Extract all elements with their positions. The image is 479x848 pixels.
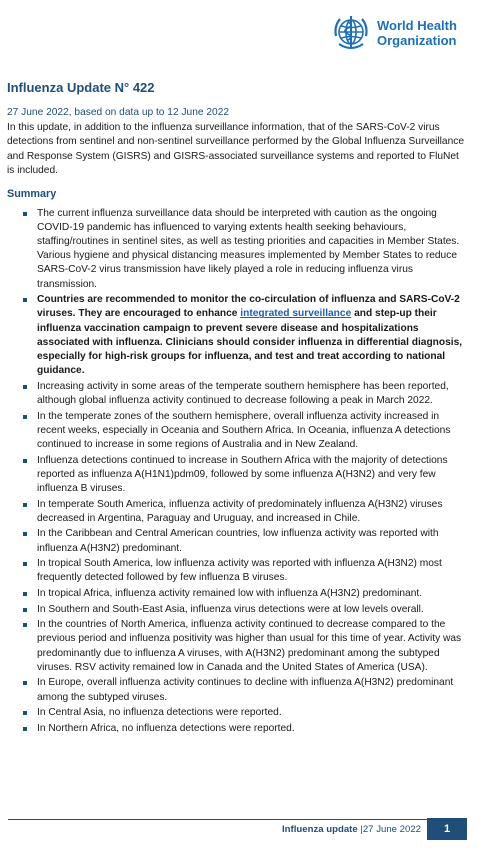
bullet-square-icon bbox=[23, 711, 27, 715]
bullet-square-icon bbox=[23, 503, 27, 507]
summary-item-text: In the Caribbean and Central American countries, low influenza activity was reported with influenza A(H3N2) predominant. bbox=[37, 528, 439, 554]
summary-item bbox=[7, 676, 469, 704]
summary-item bbox=[7, 527, 469, 555]
footer-label: Influenza update bbox=[282, 824, 358, 835]
summary-item bbox=[7, 498, 469, 526]
bullet-square-icon bbox=[23, 385, 27, 389]
summary-item-text: In the countries of North America, influenza activity continued to decrease compared to the previous period and influenza positivity was higher than usual for this time of year. Activity was predominantly due to influenza A viruses, with A(H3N2) predominant among the subtyped viruses. RSV activity remained low in Canada and the United States of America (USA). bbox=[37, 619, 462, 673]
bullet-square-icon bbox=[23, 532, 27, 536]
main-content bbox=[7, 80, 469, 737]
bullet-square-icon bbox=[23, 459, 27, 463]
summary-heading: Summary bbox=[7, 187, 57, 200]
summary-item bbox=[7, 380, 469, 408]
intro-paragraph: In this update, in addition to the influenza surveillance information, that of the SARS-CoV-2 virus detections from sentinel and non-sentinel surveillance performed by the Global Influenza Surveillance and Response System (GISRS) and GISRS-associated surveillance systems and reported to FluNet is included. bbox=[7, 122, 464, 177]
summary-item bbox=[7, 207, 469, 292]
bullet-square-icon bbox=[23, 592, 27, 596]
page-title: Influenza Update N° 422 bbox=[7, 80, 155, 95]
summary-item-text: In Central Asia, no influenza detections were reported. bbox=[37, 707, 282, 719]
summary-item-text: In the temperate zones of the southern hemisphere, overall influenza activity increased in recent weeks, especially in Oceania and Southern Africa. In Oceania, influenza A detections continued to increase in some regions of Australia and in New Zealand. bbox=[37, 410, 451, 451]
un-emblem-icon bbox=[331, 12, 371, 52]
footer-caption bbox=[282, 824, 421, 836]
summary-list bbox=[7, 207, 469, 736]
summary-item bbox=[7, 410, 469, 453]
date-line: 27 June 2022, based on data up to 12 June 2022 bbox=[7, 107, 230, 118]
summary-item-text: Increasing activity in some areas of the temperate southern hemisphere has been reported, although global influenza activity continued to decrease following a peak in March 2022. bbox=[37, 380, 449, 407]
bullet-square-icon bbox=[23, 608, 27, 612]
summary-item bbox=[7, 706, 469, 720]
bullet-square-icon bbox=[23, 727, 27, 731]
summary-item-text: In tropical South America, low influenza activity was reported with influenza A(H3N2) most frequently detected followed by few influenza B viruses. bbox=[37, 558, 442, 584]
bullet-square-icon bbox=[23, 298, 27, 302]
integrated-surveillance-link[interactable]: integrated surveillance bbox=[240, 308, 352, 320]
summary-item-text: Influenza detections continued to increase in Southern Africa with the majority of detections reported as influenza A(H1N1)pdm09, followed by some influenza A(H3N2) and very few influenza B viruses. bbox=[37, 454, 448, 495]
footer-date: |27 June 2022 bbox=[360, 824, 421, 835]
summary-item-recommendation bbox=[7, 293, 469, 378]
who-logo-text bbox=[377, 18, 473, 48]
summary-item bbox=[7, 557, 469, 585]
summary-item-text: The current influenza surveillance data should be interpreted with caution as the ongoing COVID-19 pandemic has influenced to varying extents health seeking behaviours, staffing/routines in sentinel sites, as well as testing priorities and capacities in Member States. Various hygiene and physical distancing measures implemented by Member States to reduce SARS-CoV-2 virus transmission have likely played a role in reducing influenza virus transmission. bbox=[37, 207, 460, 290]
summary-item bbox=[7, 603, 469, 617]
bullet-square-icon bbox=[23, 681, 27, 685]
summary-item-text: In Europe, overall influenza activity continues to decline with influenza A(H3N2) predominant among the subtyped viruses. bbox=[37, 677, 454, 703]
summary-item-text-post: and step-up their influenza vaccination campaign to prevent severe disease and hospitalizations associated with influenza. Clinicians should consider influenza in differential diagnosis, especially for high-risk groups for influenza, and test and treat according to national guidance. bbox=[37, 308, 463, 377]
summary-item-text-pre: Countries are recommended to monitor the co-circulation of influenza and SARS-CoV-2 viruses. They are encouraged to enhance bbox=[37, 294, 460, 320]
summary-item-text: In temperate South America, influenza activity of predominately influenza A(H3N2) viruses decreased in Argentina, Paraguay and Uruguay, and increased in Chile. bbox=[37, 498, 443, 524]
logo-text-line2: Organization bbox=[377, 33, 457, 48]
footer-divider bbox=[8, 819, 428, 820]
bullet-square-icon bbox=[23, 623, 27, 627]
summary-item bbox=[7, 722, 469, 736]
summary-item-text: In Southern and South-East Asia, influenza virus detections were at low levels overall. bbox=[37, 603, 424, 615]
summary-item bbox=[7, 454, 469, 497]
bullet-square-icon bbox=[23, 415, 27, 419]
page-number: 1 bbox=[427, 818, 467, 840]
summary-item-text: In tropical Africa, influenza activity remained low with influenza A(H3N2) predominant. bbox=[37, 588, 423, 600]
bullet-square-icon bbox=[23, 562, 27, 566]
summary-item-text: In Northern Africa, no influenza detections were reported. bbox=[37, 722, 295, 734]
summary-item bbox=[7, 618, 469, 675]
logo-text-line1: World Health bbox=[377, 18, 457, 33]
bullet-square-icon bbox=[23, 212, 27, 216]
who-logo bbox=[331, 12, 471, 56]
summary-item bbox=[7, 587, 469, 601]
